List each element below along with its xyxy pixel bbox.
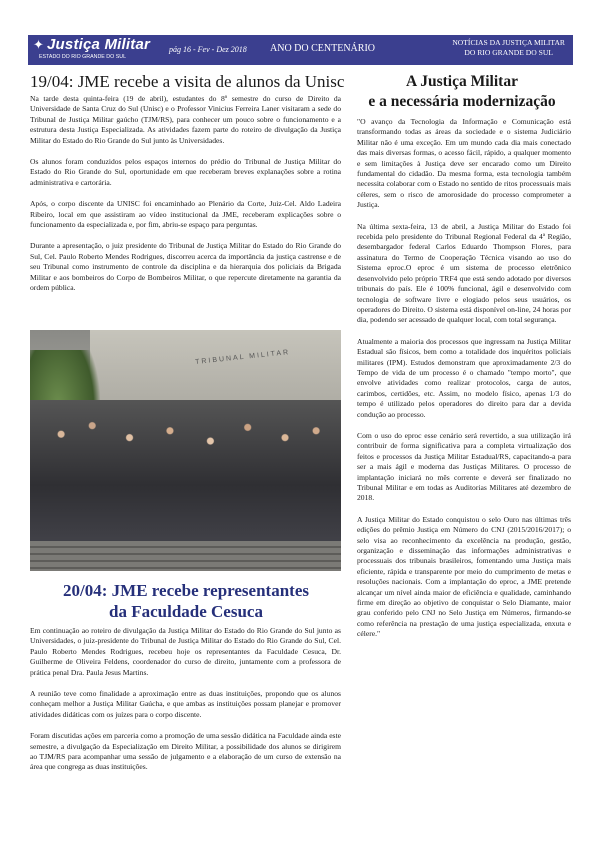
article-body-cesuca xyxy=(30,626,341,784)
steps xyxy=(30,541,341,571)
building-sign: TRIBUNAL MILITAR xyxy=(194,349,291,366)
article-body-modernizacao xyxy=(357,117,571,651)
centenary-label: ANO DO CENTENÁRIO xyxy=(270,43,375,54)
masthead xyxy=(28,35,573,65)
logo-subtitle: ESTADO DO RIO GRANDE DO SUL xyxy=(39,54,127,60)
section-label-line2: DO RIO GRANDE DO SUL xyxy=(464,48,553,57)
star-icon: ✦ xyxy=(33,37,44,52)
article-title-cesuca-line2: da Faculdade Cesuca xyxy=(109,602,263,621)
article-title-modernizacao-line2: e a necessária modernização xyxy=(368,93,556,110)
paragraph: Os alunos foram conduzidos pelos espaços internos do prédio do Tribunal de Justiça Militar do Estado do Rio Grande do Sul, oportunidade em que receberam breves explanações sobre a rotina administrativa e cartorária. xyxy=(30,157,341,187)
paragraph: "O avanço da Tecnologia da Informação e Comunicação está transformando todas as áreas da sociedade e o sistema Judiciário Militar não é uma exceção. Em um mundo cada dia mais conectado das mais diversas formas, o acesso fácil, rápido, a qualquer momento e sem limitações à Justiça deve ser encarado como um Direito fundamental do cidadão. Da mesma forma, esta tecnologia também necessita colaborar com o Estado no sentido de ritos processuais mais céleres, sem o risco de amorosidade do processo comprometer a Justiça. xyxy=(357,117,571,210)
logo-title: Justiça Militar xyxy=(47,36,151,53)
article-title-modernizacao xyxy=(352,72,572,112)
paragraph: Com o uso do eproc esse cenário será revertido, a sua utilização irá contribuir de forma significativa para a completa virtualização dos feitos e processos da Justiça Militar Estadual/RS, capacitando-a para ser a mais ágil e moderna das Justiças Militares. O processo de implantação iniciará no mês corrente e deverá ser finalizado no Tribunal Militar e em todas as Auditorias Militares até dezembro de 2018. xyxy=(357,430,571,503)
section-label-line1: NOTÍCIAS DA JUSTIÇA MILITAR xyxy=(452,38,565,47)
paragraph: Na última sexta-feira, 13 de abril, a Justiça Militar do Estado foi recebida pelo presidente do Tribunal Regional Federal da 4ª Região, desembargador federal Carlos Eduardo Thompson Flores, para assinatura do Termo de Cooperação Técnica visando ao uso do Sistema eproc.O eproc é um sistema de processo eletrônico desenvolvido pelo próprio TRF4 que está sendo adotado por diversos tribunais do país. Ele é 100% funcional, ágil e desenvolvido com tecnologia de software livre e elogiado pelos seus usuários, os operadores do Direito. O sistema está disponível on-line, 24 horas por dia, podendo ser acessado de qualquer local, com total segurança. xyxy=(357,221,571,325)
paragraph: A reunião teve como finalidade a aproximação entre as duas instituições, propondo que os alunos conheçam melhor a Justiça Militar Gaúcha, e que ambas as instituições possam planejar e promover atividades didáticas com os juízes para o corpo discente. xyxy=(30,689,341,719)
article-title-unisc: 19/04: JME recebe a visita de alunos da Unisc xyxy=(30,72,345,91)
article-title-cesuca xyxy=(30,580,342,622)
logo xyxy=(33,36,163,64)
paragraph: Na tarde desta quinta-feira (19 de abril), estudantes do 8º semestre do curso de Direito da Universidade de Santa Cruz do Sul (Unisc) e o Professor Vinicius Ferreira Laner visitaram a sede do Tribunal de Justiça Militar gaúcho (TJM/RS), para conhecer um pouco sobre o funcionamento e a estrutura desta Justiça Especializada. As atividades fazem parte do roteiro de divulgação da Justiça Militar do Estado do Rio Grande do Sul junto às Universidades. xyxy=(30,94,341,145)
paragraph: Após, o corpo discente da UNISC foi encaminhado ao Plenário da Corte, Juiz-Cel. Aldo Ladeira Ribeiro, local em que assistiram ao vídeo institucional da JME, receberam explicações sobre o funcionamento da especializada e, por fim, abriu-se espaço para perguntas. xyxy=(30,199,341,230)
section-label xyxy=(452,38,565,58)
paragraph: A Justiça Militar do Estado conquistou o selo Ouro nas últimas três edições do prêmio Justiça em Número do CNJ (2015/2016/2017); o selo visa ao reconhecimento da excelência na produção, gestão, organização e disseminação das informações administrativas e processuais dos tribunais brasileiros, fomentando uma Justiça mais eficiente, rápida e transparente por meio do cumprimento de metas e resoluções nacionais. Com a implantação do eproc, a JME pretende alcançar um nível ainda maior de eficiência e qualidade, caminhando firme em direção ao objetivo de conquistar o Selo Diamante, maior grau conferido pelo CNJ no Selo Justiça em Números, firmando-se como referência na prestação de uma justiça especializada, enxuta e célere." xyxy=(357,514,571,639)
paragraph: Foram discutidas ações em parceria como a promoção de uma sessão didática na Faculdade ainda este semestre, a divulgação da Especialização em Direito Militar, a possibilidade dos alunos se dirigirem ao TJM/RS para acompanhar uma sessão de julgamento e a elaboração de um curso de extensão na área que congrega as duas instituições. xyxy=(30,731,341,772)
article-title-modernizacao-line1: A Justiça Militar xyxy=(406,73,518,90)
article-title-cesuca-line1: 20/04: JME recebe representantes xyxy=(63,581,309,600)
page-info: pág 16 - Fev - Dez 2018 xyxy=(169,45,247,54)
article-body-unisc xyxy=(30,94,341,305)
paragraph: Durante a apresentação, o juiz presidente do Tribunal de Justiça Militar do Estado do Rio Grande do Sul, Cel. Paulo Roberto Mendes Rodrigues, discorreu acerca da importância da justiça castrense e de seu Tribunal como instrumento de controle da disciplina e da hierarquia dos policiais da Brigada Militar e aos bombeiros do Corpo de Bombeiros Militar, o que repercute diretamente na garantia da ordem pública. xyxy=(30,241,341,293)
group-photo xyxy=(30,330,341,571)
paragraph: Atualmente a maioria dos processos que ingressam na Justiça Militar Estadual são físicos, bem como a totalidade dos inquéritos policiais militares (IPM). Estudos demonstram que aproximadamente 2/3 do Tempo de vida de um processo é o chamado "tempo morto", que envolve atividades como realizar protocolos, carga de autos, carimbos, certidões, etc. Assim, no modelo físico, apenas 1/3 do tempo é utilizado pelos operadores do direito para dar a devida condução ao processo. xyxy=(357,336,571,419)
paragraph: Em continuação ao roteiro de divulgação da Justiça Militar do Estado do Rio Grande do Sul junto as Universidades, o juiz-presidente do Tribunal de Justiça Militar do Estado do Rio Grande do Sul, Cel. Paulo Roberto Mendes Rodrigues, recebeu hoje os representantes da Faculdade Cesuca, Dr. Guilherme de Oliveira Feldens, coordenador do curso de direito, juntamente com a professora de prática penal Dra. Paula Jesus Martins. xyxy=(30,626,341,677)
